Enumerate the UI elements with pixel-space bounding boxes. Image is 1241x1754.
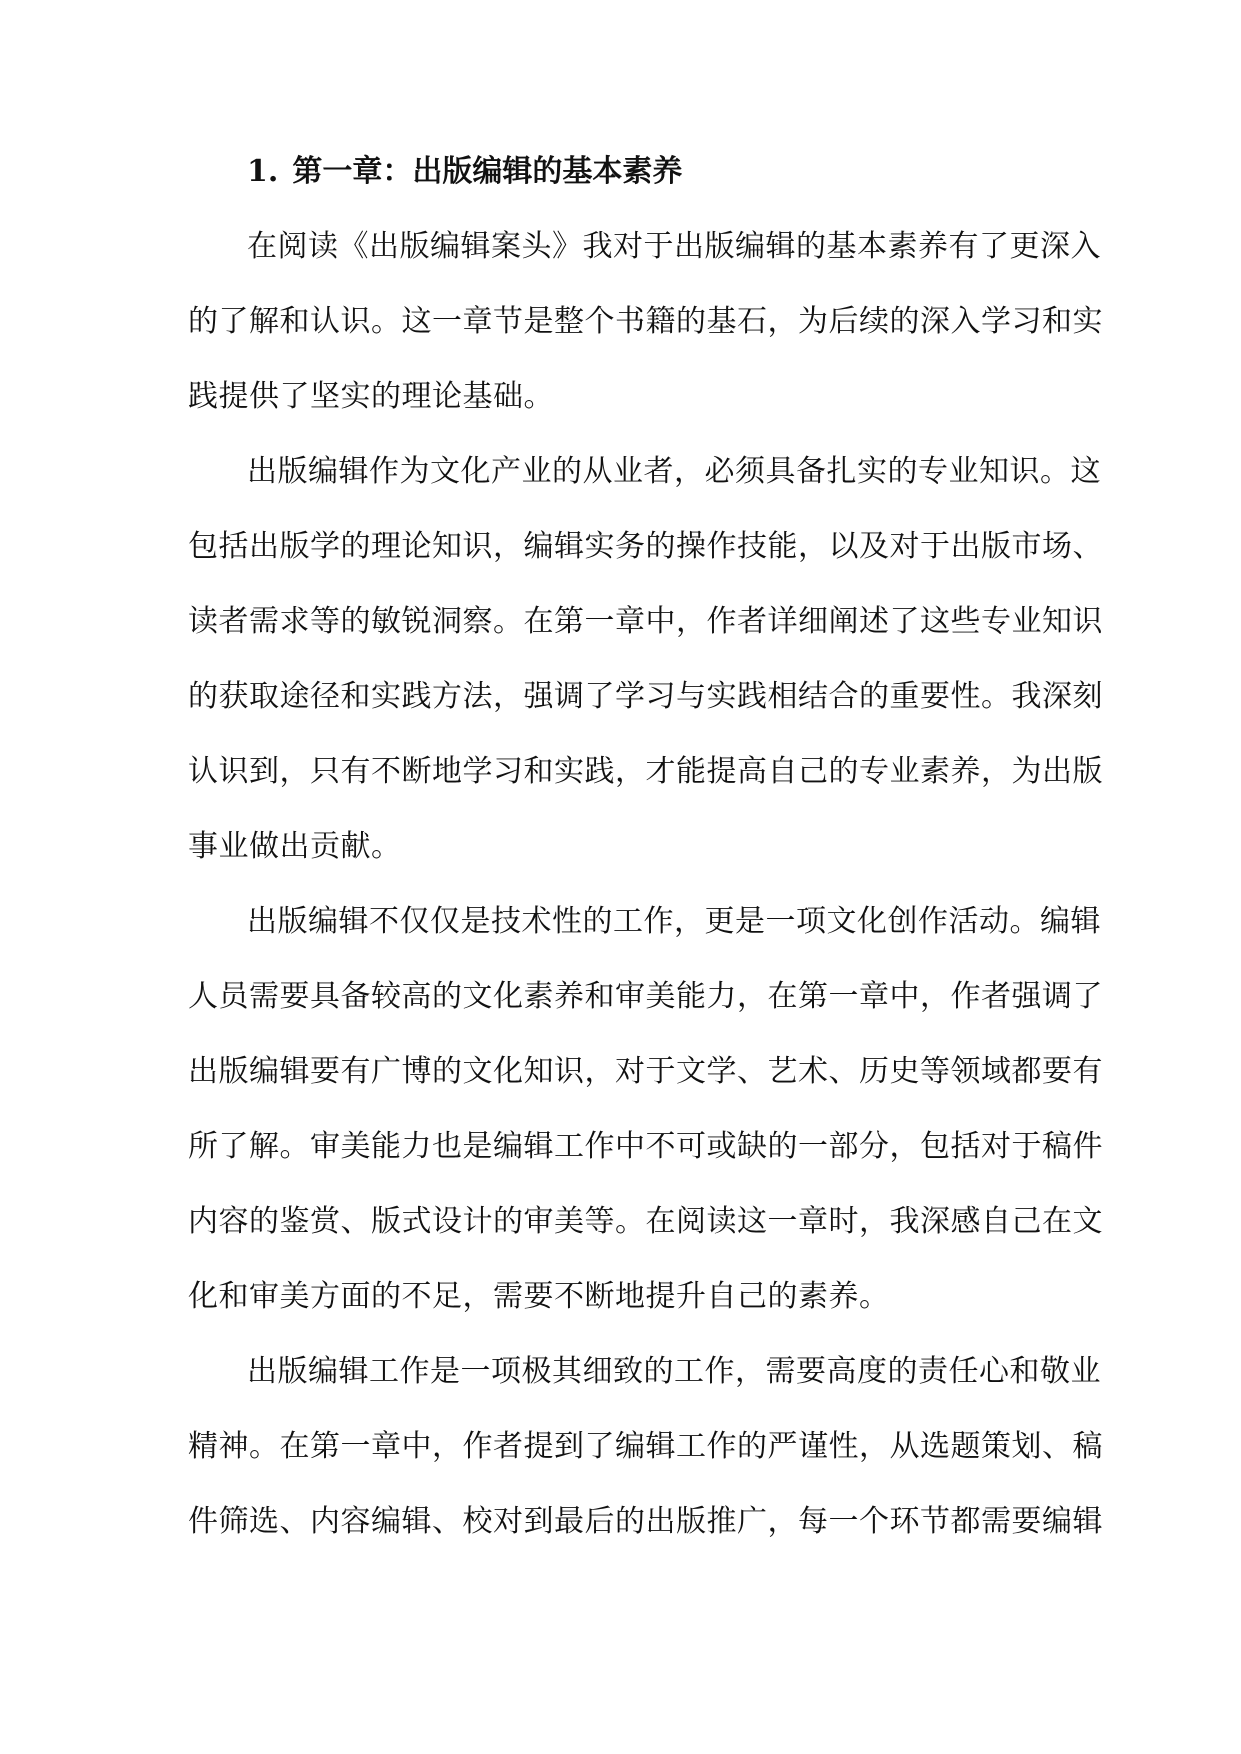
chapter-heading	[247, 150, 682, 194]
chapter-number: 1.	[247, 154, 279, 189]
paragraph-line: 出版编辑作为文化产业的从业者，必须具备扎实的专业知识。这	[247, 454, 1101, 489]
paragraph-line: 出版编辑不仅仅是技术性的工作，更是一项文化创作活动。编辑	[247, 904, 1101, 939]
paragraph-line: 所了解。审美能力也是编辑工作中不可或缺的一部分，包括对于稿件	[188, 1129, 1103, 1164]
chapter-title: 第一章：出版编辑的基本素养	[292, 154, 683, 189]
paragraph-line: 人员需要具备较高的文化素养和审美能力，在第一章中，作者强调了	[188, 979, 1103, 1014]
paragraph-line: 化和审美方面的不足，需要不断地提升自己的素养。	[188, 1279, 890, 1314]
paragraph-line: 践提供了坚实的理论基础。	[188, 379, 554, 414]
paragraph-line: 包括出版学的理论知识，编辑实务的操作技能，以及对于出版市场、	[188, 529, 1103, 564]
paragraph-line: 精神。在第一章中，作者提到了编辑工作的严谨性，从选题策划、稿	[188, 1429, 1103, 1464]
paragraph-line: 读者需求等的敏锐洞察。在第一章中，作者详细阐述了这些专业知识	[188, 604, 1103, 639]
paragraph-line: 出版编辑工作是一项极其细致的工作，需要高度的责任心和敬业	[247, 1354, 1101, 1389]
paragraph-line: 事业做出贡献。	[188, 829, 402, 864]
paragraph-line: 的获取途径和实践方法，强调了学习与实践相结合的重要性。我深刻	[188, 679, 1103, 714]
paragraph-line: 在阅读《出版编辑案头》我对于出版编辑的基本素养有了更深入	[247, 229, 1101, 264]
paragraph-line: 内容的鉴赏、版式设计的审美等。在阅读这一章时，我深感自己在文	[188, 1204, 1103, 1239]
paragraph-line: 认识到，只有不断地学习和实践，才能提高自己的专业素养，为出版	[188, 754, 1103, 789]
paragraph-line: 出版编辑要有广博的文化知识，对于文学、艺术、历史等领域都要有	[188, 1054, 1103, 1089]
paragraph-line: 的了解和认识。这一章节是整个书籍的基石，为后续的深入学习和实	[188, 304, 1103, 339]
paragraph-line: 件筛选、内容编辑、校对到最后的出版推广，每一个环节都需要编辑	[188, 1504, 1103, 1539]
